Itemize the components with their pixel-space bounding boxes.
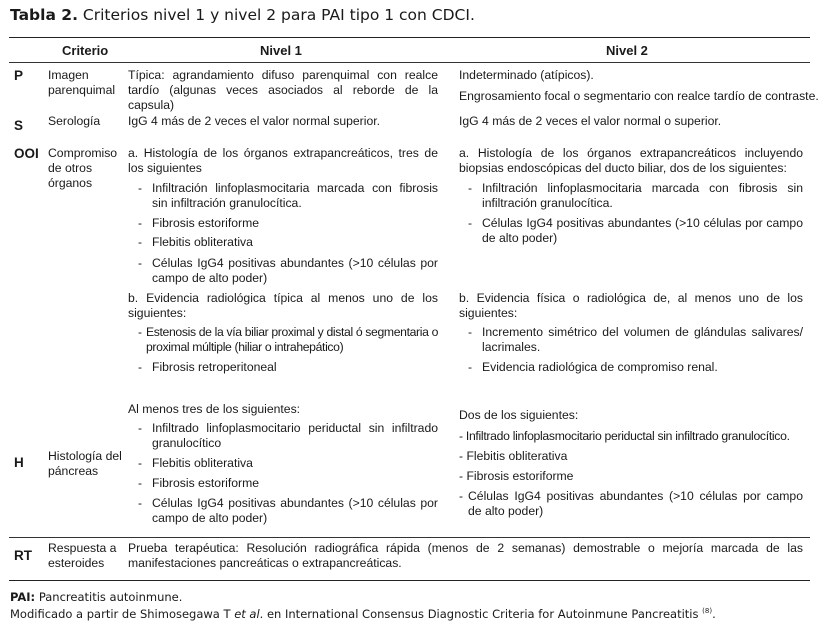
table-label: Tabla 2.: [10, 6, 78, 24]
row-h-code: H: [14, 455, 24, 470]
row-s-nivel2: IgG 4 más de 2 veces el valor normal o superior.: [459, 114, 722, 128]
ooi-n1-a-item: Infiltración linfoplasmocitaria marcada con fibrosis sin infiltración granulocítica.: [152, 181, 438, 210]
row-p-nivel2-a: Indeterminado (atípicos).: [459, 68, 594, 82]
bullet: -: [138, 325, 143, 339]
h-n2-intro: Dos de los siguientes:: [459, 408, 579, 422]
ooi-n1-a-heading: a. Histología de los órganos extrapancreáticos, tres de los siguientes: [128, 146, 438, 175]
bullet: -: [138, 181, 143, 195]
h-n1-item: Flebitis obliterativa: [152, 456, 253, 470]
ooi-n1-b-item: Fibrosis retroperitoneal: [152, 360, 277, 374]
h-n2-item: - Fibrosis estoriforme: [459, 469, 574, 483]
ooi-n2-a-heading: a. Histología de los órganos extrapancreáticos incluyendo biopsias endoscópicas del ducto biliar, dos de los siguientes:: [459, 146, 803, 175]
h-n1-item: Infiltrado linfoplasmocitario periductal sin infiltrado granulocítico: [152, 421, 438, 450]
header-nivel1: Nivel 1: [260, 43, 302, 58]
header-nivel2: Nivel 2: [606, 43, 648, 58]
row-ooi-code: OOI: [14, 146, 39, 161]
bullet: -: [138, 360, 143, 374]
bullet: -: [468, 216, 473, 230]
bullet: -: [459, 489, 464, 503]
row-rt-text: Prueba terapéutica: Resolución radiográfica rápida (menos de 2 semanas) demostrable o mejoría marcada de las manifestaciones pancreáticas o extrapancreáticas.: [128, 541, 803, 570]
table-caption: Criterios nivel 1 y nivel 2 para PAI tipo 1 con CDCI.: [82, 6, 475, 24]
row-rt-code: RT: [14, 548, 32, 563]
ooi-n2-a-item: Células IgG4 positivas abundantes (>10 células por campo de alto poder): [482, 216, 803, 245]
bullet: -: [138, 256, 143, 270]
bottom-rule: [9, 580, 810, 581]
ooi-n2-b-heading: b. Evidencia física o radiológica de, al menos uno de los siguientes:: [459, 291, 803, 320]
bullet: -: [138, 476, 143, 490]
bullet: -: [468, 325, 473, 339]
bullet: -: [138, 216, 143, 230]
top-rule: [9, 37, 810, 38]
h-n2-item: Células IgG4 positivas abundantes (>10 células por campo de alto poder): [468, 489, 803, 518]
ooi-n1-a-item: Flebitis obliterativa: [152, 235, 253, 249]
h-n1-intro: Al menos tres de los siguientes:: [128, 402, 301, 416]
bullet: -: [468, 181, 473, 195]
bullet: -: [138, 496, 143, 510]
h-n2-item: - Flebitis obliterativa: [459, 449, 568, 463]
h-n2-item: - Infiltrado linfoplasmocitario periductal sin infiltrado granulocítico.: [459, 429, 790, 443]
row-s-nivel1: IgG 4 más de 2 veces el valor normal superior.: [128, 114, 380, 128]
h-n1-item: Células IgG4 positivas abundantes (>10 células por campo de alto poder): [152, 496, 438, 525]
row-s-criterio: Serología: [48, 114, 101, 128]
bullet: -: [138, 456, 143, 470]
ooi-n1-b-item: Estenosis de la vía biliar proximal y distal ó segmentaria o proximal múltiple (hiliar o intrahepático): [146, 325, 438, 354]
row-p-nivel1: Típica: agrandamiento difuso parenquimal con realce tardío (algunas veces asociados al reborde de la capsula): [128, 68, 438, 112]
bullet: -: [138, 421, 143, 435]
row-p-nivel2-b: Engrosamiento focal o segmentario con realce tardío de contraste.: [459, 89, 819, 103]
rt-rule: [9, 537, 810, 538]
ooi-n1-a-item: Fibrosis estoriforme: [152, 216, 260, 230]
ooi-n2-b-item: Incremento simétrico del volumen de glándulas salivares/ lacrimales.: [482, 325, 803, 354]
footnote-pai: PAI: Pancreatitis autoinmune.: [10, 590, 183, 604]
footnote-source: Modificado a partir de Shimosegawa T et al. en International Consensus Diagnostic Criteria for Autoinmune Pancreatitis $^{(8)}$.: [10, 607, 716, 621]
row-p-criterio: Imagen parenquimal: [48, 68, 116, 97]
h-n1-item: Fibrosis estoriforme: [152, 476, 260, 490]
ooi-n2-b-item: Evidencia radiológica de compromiso renal.: [482, 360, 718, 374]
header-criterio: Criterio: [62, 43, 109, 58]
bullet: -: [138, 235, 143, 249]
row-ooi-criterio: Compromiso de otros órganos: [48, 146, 118, 190]
header-rule: [9, 62, 810, 63]
row-h-criterio: Histología del páncreas: [48, 449, 122, 478]
row-s-code: S: [14, 118, 24, 133]
row-rt-criterio: Respuesta a esteroides: [48, 541, 117, 570]
ooi-n2-a-item: Infiltración linfoplasmocitaria marcada con fibrosis sin infiltración granulocítica.: [482, 181, 803, 210]
ooi-n1-a-item: Células IgG4 positivas abundantes (>10 células por campo de alto poder): [152, 256, 438, 285]
ooi-n1-b-heading: b. Evidencia radiológica típica al menos uno de los siguientes:: [128, 291, 438, 320]
row-p-code: P: [14, 68, 24, 83]
bullet: -: [468, 360, 473, 374]
table-title: [10, 6, 475, 24]
